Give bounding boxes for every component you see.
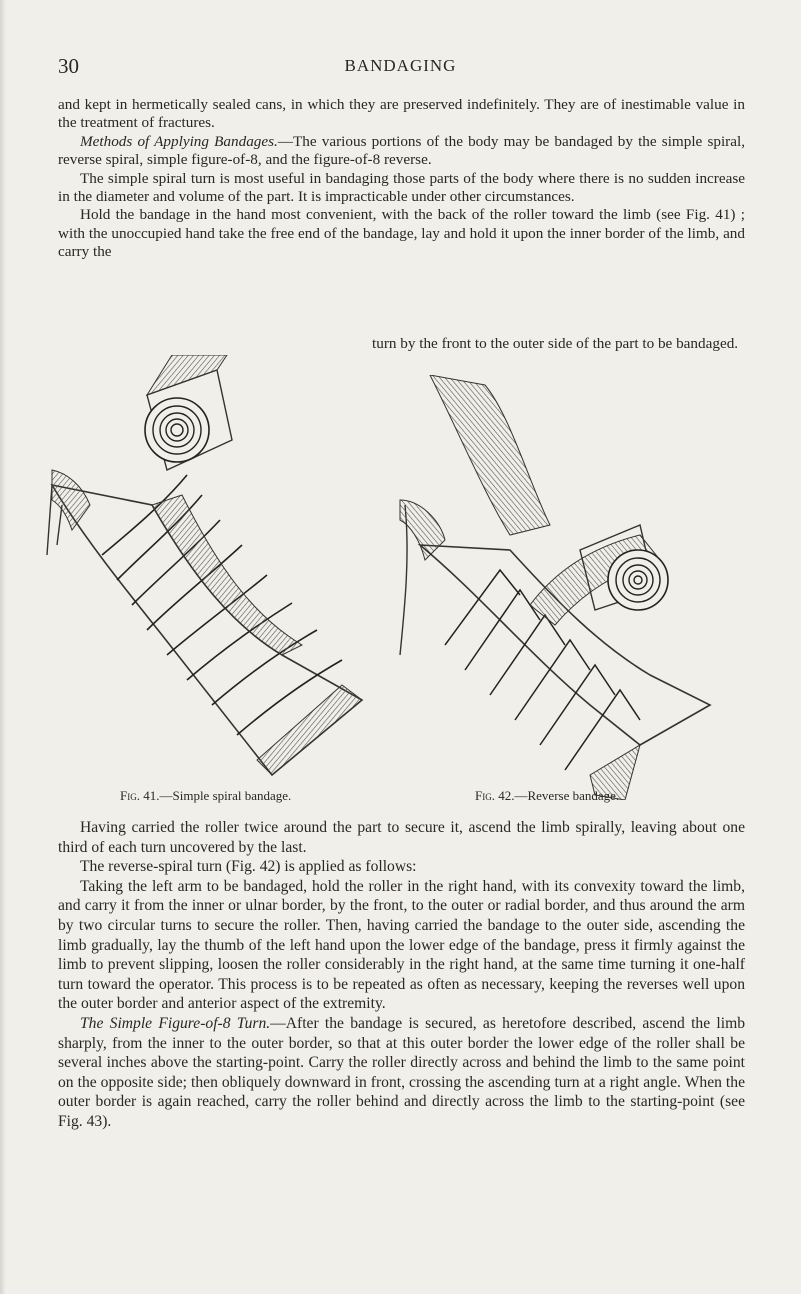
bottom-text-block (58, 818, 745, 1132)
paragraph: The simple spiral turn is most useful in bandaging those parts of the body where there is no sudden increase in the diameter and volume of the part. It is impracticable under other circumstances. (58, 169, 745, 206)
figure-label: Fig. 41. (120, 788, 160, 803)
top-text-block (58, 96, 745, 262)
paragraph: Hold the bandage in the hand most convenient, with the back of the roller toward the limb (see Fig. 41) ; with the unoccupied hand take the free end of the bandage, lay and hold it upon the inner border of the limb, and carry the (58, 206, 745, 261)
wrapped-text-block (372, 335, 744, 353)
figure-41-simple-spiral (42, 355, 392, 800)
caption-text: —Reverse bandage. (514, 788, 620, 803)
paragraph-body: —The various portions of the body may be bandaged by the simple spiral, reverse spiral, simple figure-of-8, and the figure-of-8 reverse. (58, 132, 745, 169)
simple-spiral-illustration (42, 355, 392, 800)
paragraph-lead: Methods of Applying Bandages. (80, 132, 278, 150)
page-number: 30 (58, 54, 79, 78)
page-header (58, 54, 743, 80)
paragraph: Having carried the roller twice around the part to secure it, ascend the limb spirally, leaving about one third of each turn uncovered by the last. (58, 819, 745, 856)
paragraph: turn by the front to the outer side of the part to be bandaged. (372, 335, 739, 352)
paragraph (58, 1014, 745, 1132)
figure-42-reverse-bandage (390, 375, 750, 800)
reverse-bandage-illustration (390, 375, 750, 800)
paragraph: Taking the left arm to be bandaged, hold the roller in the right hand, with its convexity toward the limb, and carry it from the inner or ulnar border, by the front, to the outer or radial border, and thus around the arm by two circular turns to secure the roller. Then, having carried the bandage to the outer side, ascending the limb gradually, lay the thumb of the left hand upon the lower edge of the bandage, press it firmly against the limb to prevent slipping, loosen the roller considerably in the right hand, at the same time turning it one-half turn toward the operator. This process is to be repeated as often as necessary, keeping the reverses well upon the outer border and anterior aspect of the extremity. (58, 877, 745, 1013)
figure-42-caption (475, 788, 619, 804)
paragraph-body: —After the bandage is secured, as heretofore described, ascend the limb sharply, from the inner to the outer border, so that at this outer border the lower edge of the roller shall be several inches above the starting-point. Carry the roller directly across and behind the limb to the same point on the opposite side; then obliquely downward in front, crossing the ascending turn at a right angle. When the outer border is again reached, carry the roller behind and directly across the limb to the starting-point (see Fig. 43). (58, 1014, 745, 1130)
paragraph: and kept in hermetically sealed cans, in which they are preserved indefinitely. They are of inestimable value in the treatment of fractures. (58, 96, 745, 132)
caption-text: —Simple spiral bandage. (159, 788, 292, 803)
figure-label: Fig. 42. (475, 788, 515, 803)
running-head: BANDAGING (344, 56, 457, 75)
page-edge-shadow (0, 0, 6, 1294)
paragraph (58, 133, 745, 170)
paragraph-lead: The Simple Figure-of-8 Turn. (80, 1014, 271, 1032)
paragraph: The reverse-spiral turn (Fig. 42) is applied as follows: (80, 858, 417, 876)
figure-41-caption (120, 788, 291, 804)
